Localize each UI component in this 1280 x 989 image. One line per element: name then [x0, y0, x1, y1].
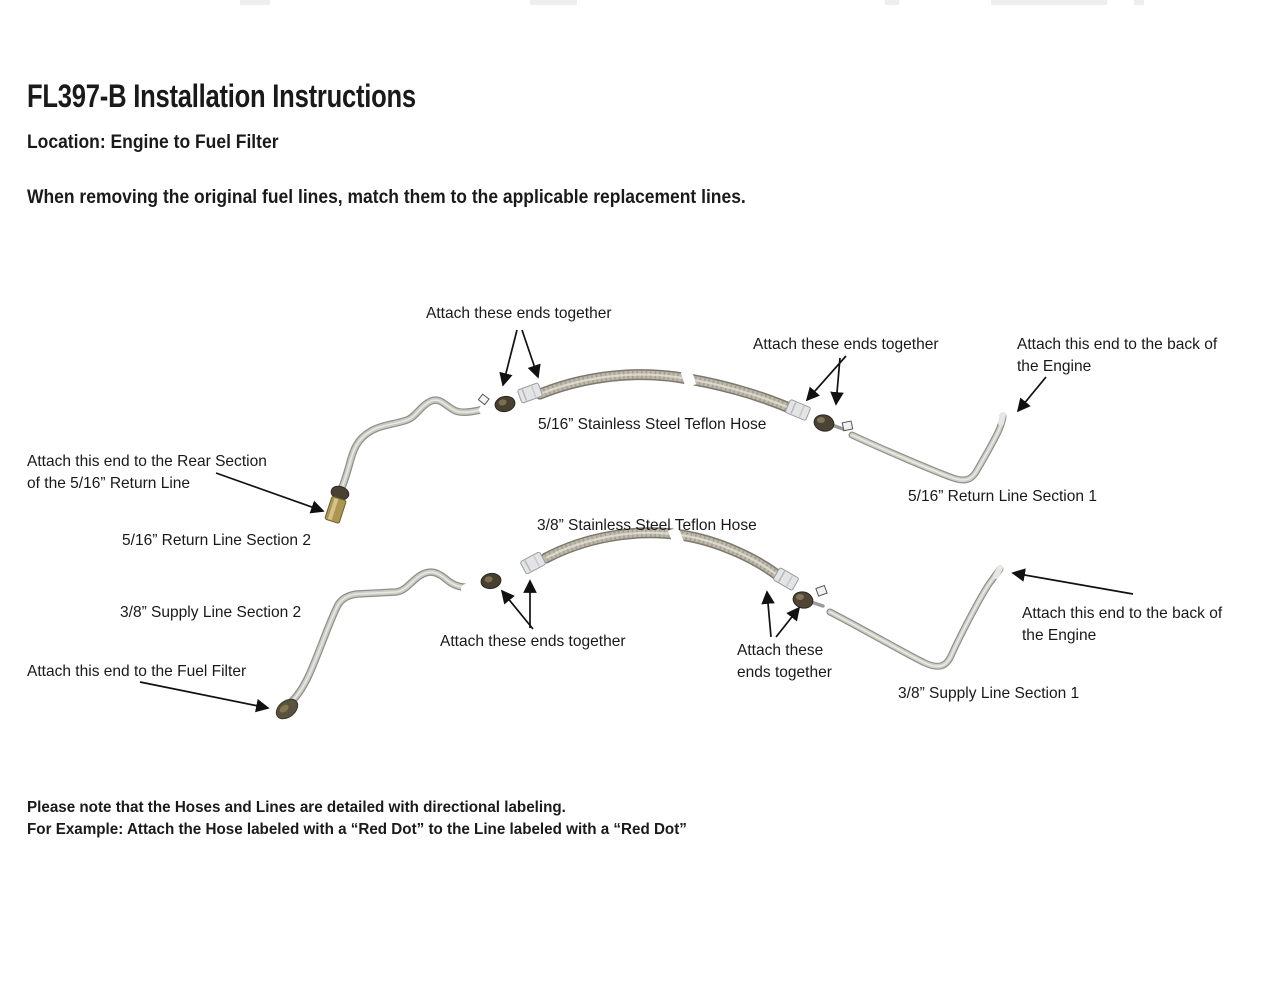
direction-tag: [842, 421, 852, 431]
label-attach-ends-bottom-right: [737, 640, 832, 684]
hose-end-fitting-silver: [517, 383, 542, 404]
flare-fitting-dark: [480, 572, 502, 590]
return-line-section-1-graphic: [852, 415, 1003, 480]
note-directional-labeling: Please note that the Hoses and Lines are detailed with directional labeling.: [27, 799, 566, 816]
tube-tip: [1001, 415, 1003, 423]
arrow-attach-bottom-right-2: [776, 608, 799, 637]
direction-tag: [816, 586, 827, 597]
supply-hose-graphic: [520, 529, 799, 591]
tube-tip: [996, 568, 1000, 576]
label-return-hose: 5/16” Stainless Steel Teflon Hose: [538, 416, 767, 433]
arrow-attach-bottom-mid-2: [502, 591, 533, 629]
label-attach-engine-bottom: [1022, 603, 1222, 647]
supply-line-section-1-graphic: [830, 568, 1000, 666]
label-supply-hose: 3/8” Stainless Steel Teflon Hose: [537, 517, 757, 534]
label-line: the Engine: [1017, 358, 1092, 375]
note-red-dot-example: For Example: Attach the Hose labeled with a “Red Dot” to the Line labeled with a “Red Dot”: [27, 821, 687, 838]
label-line: Attach this end to the back of: [1017, 336, 1218, 353]
white-band: [484, 407, 495, 410]
flare-fitting-dark: [812, 413, 843, 434]
label-line: Attach these: [737, 642, 824, 659]
label-attach-ends-top: Attach these ends together: [426, 305, 612, 322]
arrow-engine-top: [1018, 377, 1046, 411]
label-attach-engine-top: [1017, 334, 1217, 378]
arrow-attach-bottom-right-1: [767, 592, 771, 637]
label-supply-line-section-2: 3/8” Supply Line Section 2: [120, 604, 302, 621]
label-line: Attach this end to the back of: [1022, 605, 1223, 622]
hose-end-fitting-silver: [785, 399, 811, 420]
white-band: [466, 585, 477, 589]
label-attach-ends-bottom-mid: Attach these ends together: [440, 633, 626, 650]
label-line: ends together: [737, 664, 832, 681]
arrow-engine-bottom: [1013, 573, 1133, 594]
intro-instruction: When removing the original fuel lines, match them to the applicable replacement lines.: [27, 187, 746, 208]
arrow-fuel-filter: [140, 682, 268, 708]
label-return-line-section-1: 5/16” Return Line Section 1: [908, 488, 1097, 505]
page-title: FL397-B Installation Instructions: [27, 78, 416, 114]
white-band: [686, 371, 691, 386]
location-subtitle: Location: Engine to Fuel Filter: [27, 132, 279, 153]
arrow-attach-top-right: [522, 330, 538, 377]
label-attach-rear-section: [27, 451, 267, 495]
arrow-attach-top-left: [503, 330, 517, 385]
label-attach-ends-mid-right: Attach these ends together: [753, 336, 939, 353]
label-supply-line-section-1: 3/8” Supply Line Section 1: [898, 685, 1080, 702]
brass-fitting: [325, 496, 347, 523]
label-line: Attach this end to the Rear Section: [27, 453, 267, 470]
label-line: of the 5/16” Return Line: [27, 475, 191, 492]
return-line-section-2-graphic: [325, 394, 517, 523]
label-attach-fuel-filter: Attach this end to the Fuel Filter: [27, 663, 247, 680]
direction-tag: [478, 394, 489, 404]
label-return-line-section-2: 5/16” Return Line Section 2: [122, 532, 311, 549]
label-line: the Engine: [1022, 627, 1097, 644]
